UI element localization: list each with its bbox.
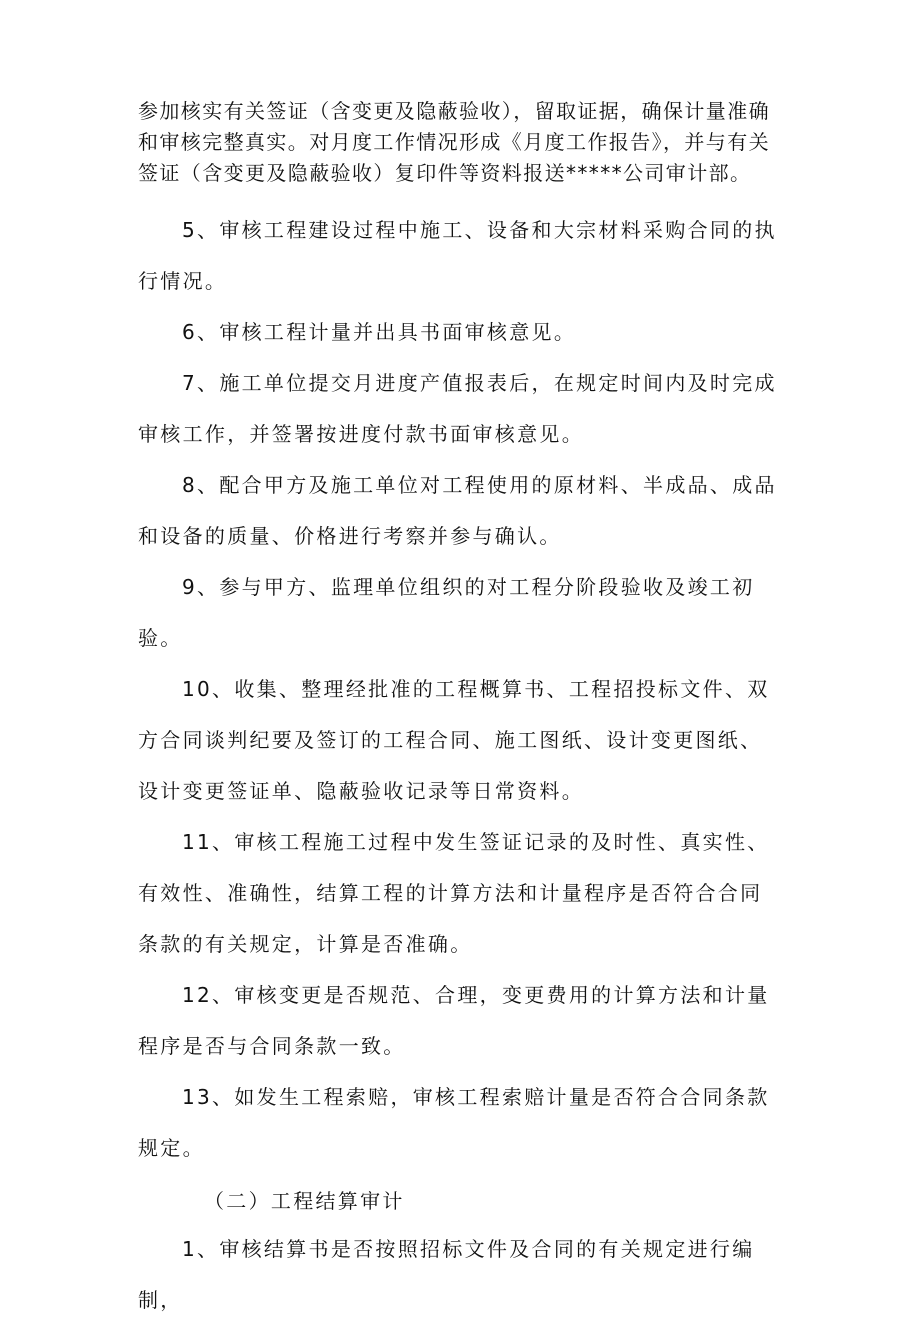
list-item-13: 13、如发生工程索赔，审核工程索赔计量是否符合合同条款规定。 [138, 1085, 770, 1160]
list-item-12: 12、审核变更是否规范、合理，变更费用的计算方法和计量程序是否与合同条款一致。 [138, 983, 770, 1058]
list-item-8: 8、配合甲方及施工单位对工程使用的原材料、半成品、成品和设备的质量、价格进行考察并参与确认。 [138, 473, 777, 548]
list-item-1: 1、审核结算书是否按照招标文件及合同的有关规定进行编制， [138, 1237, 755, 1312]
list-item-6: 6、审核工程计量并出具书面审核意见。 [182, 320, 577, 344]
list-item-5: 5、审核工程建设过程中施工、设备和大宗材料采购合同的执行情况。 [138, 218, 777, 293]
section-heading: （二）工程结算审计 [204, 1189, 405, 1213]
paragraph-continuation: 参加核实有关签证（含变更及隐蔽验收），留取证据，确保计量准确和审核完整真实。对月度工作情况形成《月度工作报告》，并与有关签证（含变更及隐蔽验收）复印件等资料报送*****公司审计部。 [138, 99, 770, 185]
list-item-7: 7、施工单位提交月进度产值报表后，在规定时间内及时完成审核工作，并签署按进度付款书面审核意见。 [138, 371, 777, 446]
list-item-9: 9、参与甲方、监理单位组织的对工程分阶段验收及竣工初验。 [138, 575, 755, 650]
list-item-10: 10、收集、整理经批准的工程概算书、工程招投标文件、双方合同谈判纪要及签订的工程合同、施工图纸、设计变更图纸、设计变更签证单、隐蔽验收记录等日常资料。 [138, 677, 770, 803]
list-item-11: 11、审核工程施工过程中发生签证记录的及时性、真实性、有效性、准确性，结算工程的计算方法和计量程序是否符合合同条款的有关规定，计算是否准确。 [138, 830, 770, 956]
document-body [138, 96, 778, 1326]
